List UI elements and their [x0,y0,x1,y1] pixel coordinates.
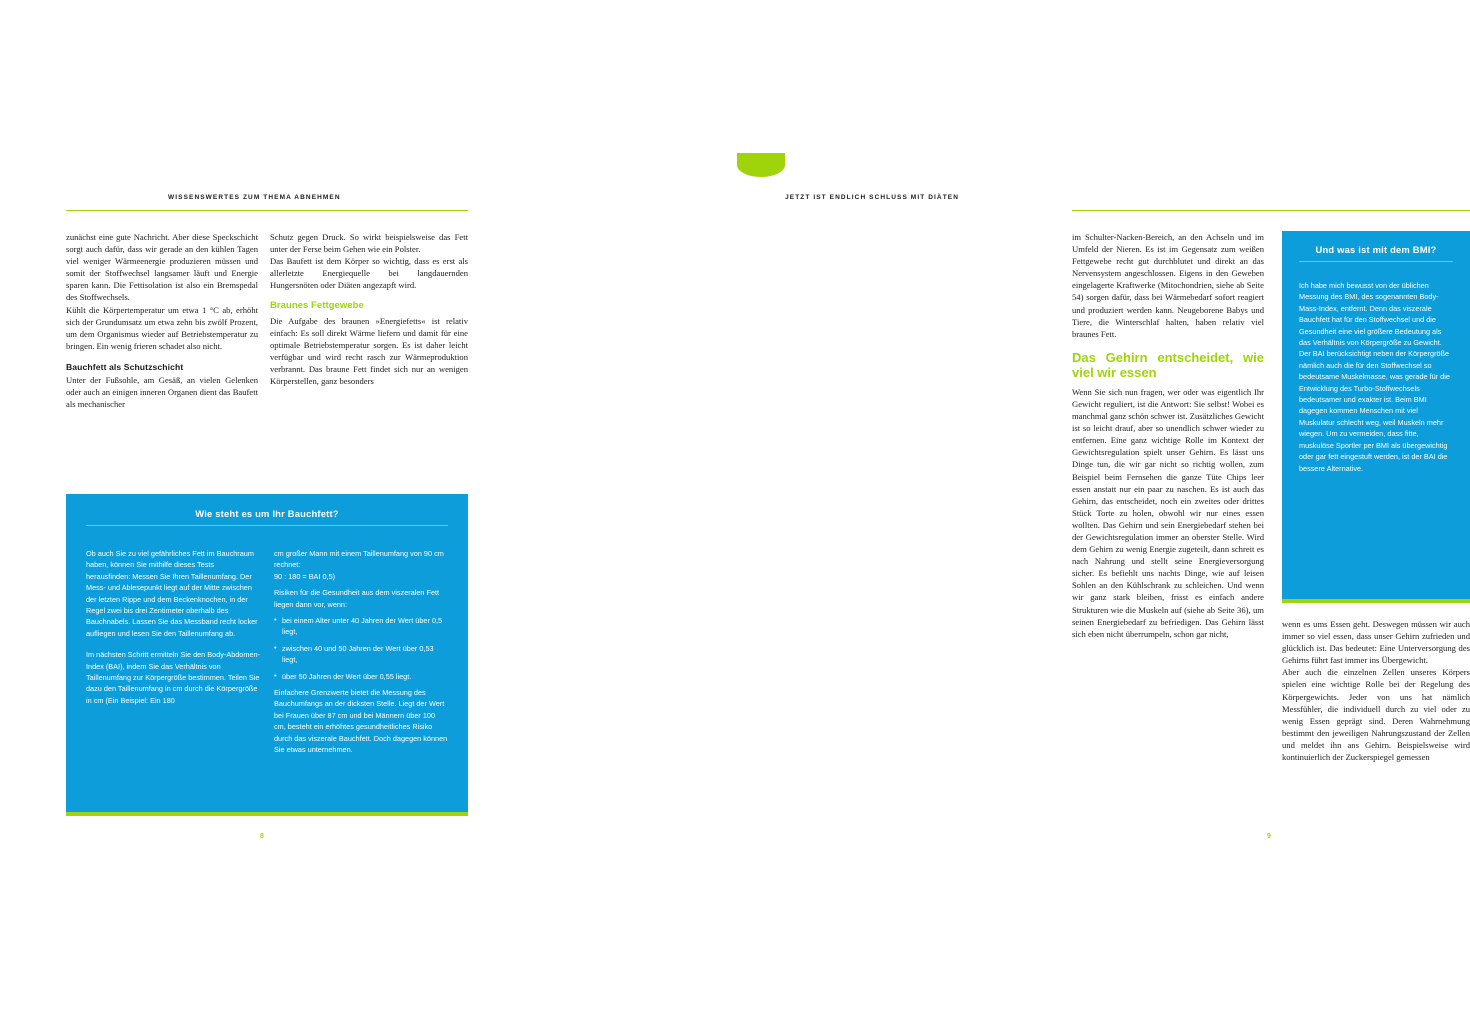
info-box-bauchfett [66,494,468,816]
info-box-body [1299,280,1453,474]
paragraph: Die Aufgabe des braunen »Energiefetts« ist relativ einfach: Es soll direkt Wärme liefern und damit für eine optimale Betriebstemperatur sorgen. Es ist daher leicht verfügbar und wird recht rasch zur Wärmeproduktion verbrannt. Das braune Fett findet sich nur an wenigen Körperstellen, ganz besonders [270,315,468,387]
info-box-body [86,548,448,756]
page-number-right: 9 [1267,833,1271,840]
paragraph: cm großer Mann mit einem Taillenumfang von 90 cm rechnet: [274,549,444,570]
paragraph: Einfachere Grenzwerte bietet die Messung des Bauchumfangs an der dicksten Stelle. Liegt der Wert bei Frauen über 87 cm und bei Männern über 100 cm, besteht ein erhöhtes gesundheitliches Risiko durch das viszerale Bauchfett. Doch dagegen können Sie etwas unternehmen. [274,688,448,755]
subheading-braunes-fettgewebe: Braunes Fettgewebe [270,300,364,312]
paragraph: zunächst eine gute Nachricht. Aber diese Speckschicht sorgt auch dafür, dass wir gerade an den kühlen Tagen viel weniger Wärmeenergie produzieren müssen und somit der Stoffwechsel langsamer läuft und Energie sparen kann. Die Fettisolation ist also ein Bremspedal des Stoffwechsels. [66,232,258,303]
left-column-1 [66,231,258,410]
info-box-column-left [86,548,260,756]
info-box-column-right [274,548,448,756]
right-page [512,0,1470,1024]
section-heading-gehirn: Das Gehirn entscheidet, wie viel wir essen [1072,349,1264,380]
running-head-left: WISSENSWERTES ZUM THEMA ABNEHMEN [168,194,341,201]
page-number-left: 8 [260,833,264,840]
right-column-2 [1282,618,1470,763]
formula: 90 : 180 = BAI 0,5) [274,571,336,581]
paragraph: Unter der Fußsohle, am Gesäß, an vielen Gelenken oder auch an einigen inneren Organen dient das Baufett als mechanischer [66,375,258,410]
paragraph: Ob auch Sie zu viel gefährliches Fett im Bauchraum haben, können Sie mithilfe dieses Tests herausfinden: Messen Sie Ihren Taillenumfang. Der Mess- und Ablesepunkt liegt auf der Mitte zwischen der letzten Rippe und dem Beckenknochen, in der Regel zwei bis drei Zentimeter oberhalb des Bauchnabels. Lassen Sie das Messband recht locker aufliegen und lesen Sie den Taillenumfang ab. [86,549,258,638]
paragraph: Das Baufett ist dem Körper so wichtig, dass es erst als allerletzte Energiequelle bei langdauernden Hungersnöten oder Diäten angezapft wird. [270,256,468,291]
info-box-title: Wie steht es um Ihr Bauchfett? [195,508,339,519]
list-item: • bei einem Alter unter 40 Jahren der Wert über 0,5 liegt, [274,615,448,638]
subheading-bauchfett: Bauchfett als Schutzschicht [66,361,184,372]
info-box-title-rule [86,525,448,526]
info-box-bmi [1282,231,1470,603]
paragraph: Im nächsten Schritt ermitteln Sie den Body-Abdomen-Index (BAI), indem Sie das Verhältnis von Taillenumfang zur Körpergröße bestimmen. Teilen Sie dazu den Taillenumfang in cm durch die Körpergröße in cm (Ein Beispiel: Ein 180 [86,650,260,705]
paragraph: Risiken für die Gesundheit aus dem viszeralen Fett liegen dann vor, wenn: [274,588,440,609]
paragraph: Aber auch die einzelnen Zellen unseres Körpers spielen eine wichtige Rolle bei der Regelung des Körpergewichts. Jeder von uns hat nämlich Messfühler, die individuell durch zu viel oder zu wenig Essen geprägt sind. Deren Wahrnehmung bestimmt den jeweiligen Nahrungszustand der Zellen und meldet ihn ans Gehirn. Beispielsweise wird kontinuierlich der Zuckerspiegel gemessen [1282,667,1470,763]
header-rule-right [1072,210,1470,211]
running-head-right: JETZT IST ENDLICH SCHLUSS MIT DIÄTEN [785,194,959,201]
paragraph: Ich habe mich bewusst von der üblichen Messung des BMI, des sogenannten Body-Mass-Index, entfernt. Denn das viszerale Bauchfett hat für den Stoffwechsel und die Gesundheit eine viel größere Bedeutung als das Verhältnis von Körpergröße zu Gewicht. Der BAI berücksichtigt neben der Körpergröße nämlich auch die für den Stoffwechsel so bedeutsame Muskelmasse, was gerade für die Entwicklung des Turbo-Stoffwechsels bedeutsamer und exakter ist. Beim BMI dagegen kommen Menschen mit viel Muskulatur schlecht weg, weil Muskeln mehr wiegen. Um zu vermeiden, dass fitte, muskulöse Sportler per BMI als übergewichtig oder gar fett eingestuft werden, ist der BAI die bessere Alternative. [1299,281,1450,473]
paragraph: Wenn Sie sich nun fragen, wer oder was eigentlich Ihr Gewicht reguliert, ist die Antwort: Sie selbst! Wobei es manchmal ganz schön schwer ist. Zusätzliches Gewicht ist so leicht drauf, aber so unendlich schwer wieder zu entfernen. Eine ganz wichtige Rolle im Kontext der Gewichtsregulation spielt unser Gehirn. Es lässt uns Dinge tun, die wir gar nicht so richtig wollen, zum Beispiel beim Fernsehen die ganze Tüte Chips leer essen anstatt nur ein paar zu naschen. Es ist auch das Gehirn, das entscheidet, noch ein zweites oder drittes Stück Torte zu holen, obwohl wir nur eines essen wollten. Das Gehirn und sein Energiebedarf stehen bei der Gewichtsregulation immer an oberster Stelle. Wird dem Gehirn zu wenig Energie zugeteilt, dann schreit es nach Nahrung und stellt seine Energieversorgung sicher. Es befiehlt uns nachts Dinge, wie auf leisen Sohlen an den Kühlschrank zu schleichen. Und wenn wir ganz stark bleiben, frisst es einfach andere Strukturen wie die Muskeln auf (siehe ab Seite 36), um seinen Energiebedarf zu befriedigen. Das Gehirn lässt sich eben nicht überrumpeln, schon gar nicht, [1072,386,1264,639]
right-column-1 [1072,231,1264,640]
paragraph: Schutz gegen Druck. So wirkt beispielsweise das Fett unter der Ferse beim Gehen wie ein Polster. [270,232,468,255]
paragraph: wenn es ums Essen geht. Deswegen müssen wir auch immer so viel essen, dass unser Gehirn zufrieden und glücklich ist. Das bedeutet: Eine Unterversorgung des Gehirns führt fast immer ins Übergewicht. [1282,619,1470,666]
left-column-2 [270,231,468,387]
paragraph: Kühlt die Körpertemperatur um etwa 1 °C ab, erhöht sich der Grundumsatz um etwa zehn bis zwölf Prozent, um dem Organismus wieder auf Betriebstemperatur zu bringen. Ein wenig frieren schadet also nicht. [66,304,258,351]
paragraph: im Schulter-Nacken-Bereich, an den Achseln und im Umfeld der Nieren. Es ist im Gegensatz zum weißen Fettgewebe recht gut durchblutet und direkt an das Nervensystem angeschlossen. Eigens in den Geweben eingelagerte Kraftwerke (Mitochondrien, siehe ab Seite 54) sorgen dafür, dass bei Wärmebedarf sofort reagiert und produziert werden kann. Neugeborene Babys und Tiere, die Winterschlaf halten, haben relativ viel braunes Fett. [1072,232,1264,339]
list-item: • über 50 Jahren der Wert über 0,55 liegt. [274,671,448,682]
left-page [0,0,512,1024]
info-box-title-rule [1299,261,1453,262]
info-box-underline [66,812,468,816]
info-box-title: Und was ist mit dem BMI? [1315,244,1437,255]
risk-bullet-list [274,615,448,682]
list-item: • zwischen 40 und 50 Jahren der Wert über 0,53 liegt, [274,643,448,666]
info-box-underline [1282,599,1470,603]
header-rule-left [66,210,468,211]
